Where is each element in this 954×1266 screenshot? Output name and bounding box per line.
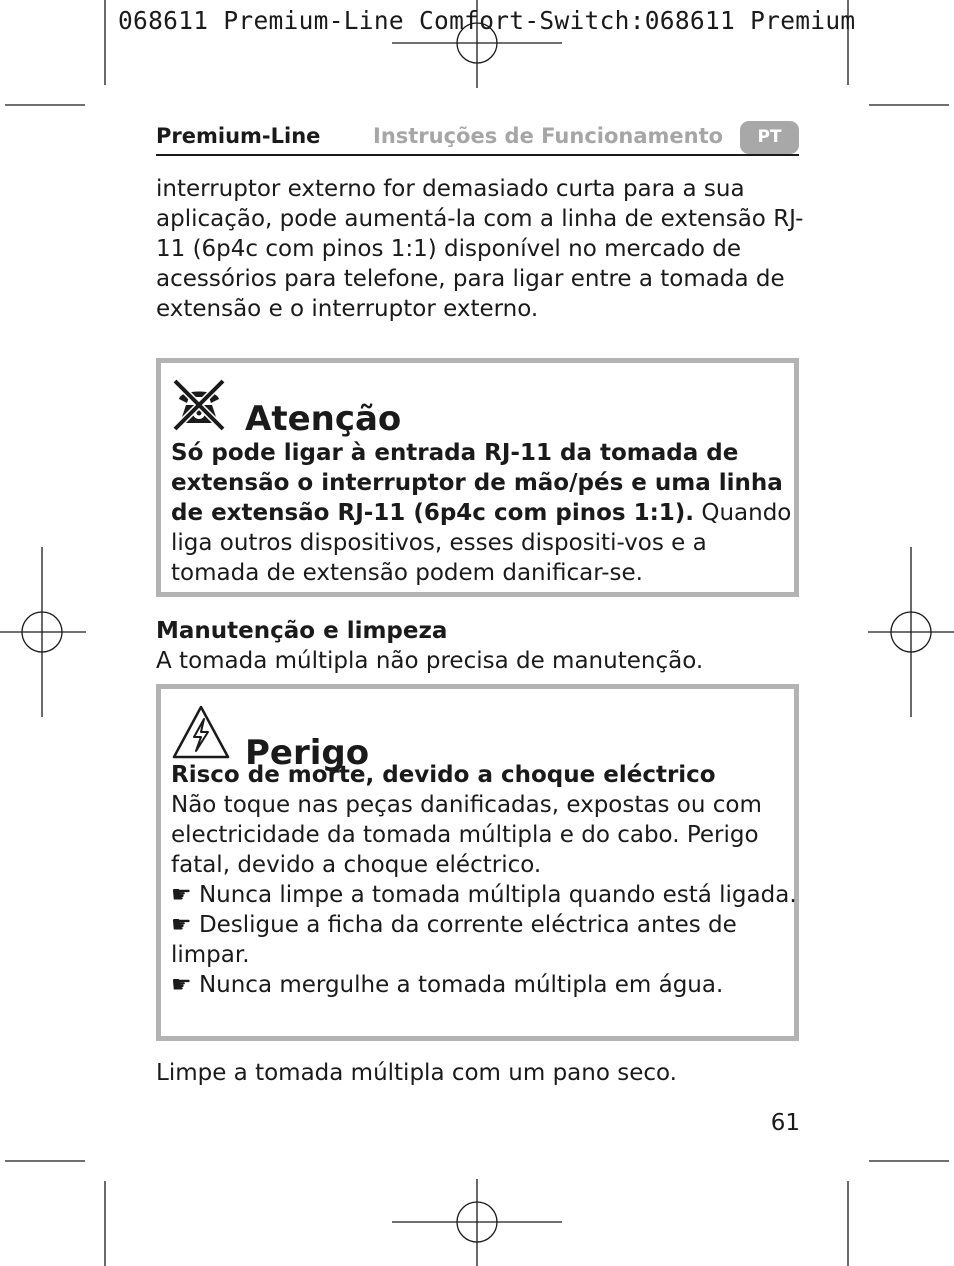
pointing-hand-icon: ☛ bbox=[171, 912, 192, 938]
crossed-telephone-icon bbox=[171, 377, 227, 433]
danger-title: Perigo bbox=[245, 733, 370, 773]
pointing-hand-icon: ☛ bbox=[171, 882, 192, 908]
print-slug-line: 068611 Premium-Line Comfort-Switch:068611 Premium bbox=[118, 6, 856, 35]
warning-title: Atenção bbox=[245, 399, 402, 439]
warning-box bbox=[156, 358, 799, 597]
cleaning-paragraph: Limpe a tomada múltipla com um pano seco. bbox=[156, 1060, 677, 1086]
page-number: 61 bbox=[770, 1110, 800, 1136]
maintenance-text: A tomada múltipla não precisa de manutenção. bbox=[156, 648, 704, 674]
danger-bullet-item bbox=[171, 970, 799, 1000]
running-header bbox=[156, 120, 799, 156]
danger-bullet-text: Desligue a ficha da corrente eléctrica antes de limpar. bbox=[171, 912, 737, 968]
intro-paragraph: interruptor externo for demasiado curta para a sua aplicação, pode aumentá-la com a linha de extensão RJ-11 (6p4c com pinos 1:1) disponível no mercado de acessórios para telefone, para ligar entre a tomada de extensão e o interruptor externo. bbox=[156, 176, 804, 322]
danger-bullet-item bbox=[171, 880, 799, 910]
danger-box bbox=[156, 684, 799, 1041]
header-rule bbox=[156, 154, 799, 156]
danger-bullet-text: Nunca limpe a tomada múltipla quando está ligada. bbox=[198, 882, 797, 908]
language-badge: PT bbox=[740, 121, 799, 154]
header-section-title: Instruções de Funcionamento bbox=[373, 124, 724, 148]
pointing-hand-icon: ☛ bbox=[171, 972, 192, 998]
danger-bullet-text: Nunca mergulhe a tomada múltipla em água. bbox=[198, 972, 724, 998]
warning-lead: Só pode ligar à entrada RJ-11 da tomada de extensão o interruptor de mão/pés e uma linha de extensão RJ-11 (6p4c com pinos 1:1). bbox=[171, 440, 783, 526]
danger-bullet-item bbox=[171, 910, 799, 970]
maintenance-title: Manutenção e limpeza bbox=[156, 618, 448, 644]
danger-lead: Risco de morte, devido a choque eléctrico bbox=[171, 762, 716, 788]
warning-body bbox=[171, 438, 799, 588]
warning-text: Quando liga outros dispositivos, esses dispositi-vos e a tomada de extensão podem danificar-se. bbox=[171, 500, 792, 586]
header-product-name: Premium-Line bbox=[156, 124, 321, 148]
maintenance-section bbox=[156, 616, 806, 676]
danger-text: Não toque nas peças danificadas, expostas ou com electricidade da tomada múltipla e do cabo. Perigo fatal, devido a choque eléctrico. bbox=[171, 792, 762, 878]
danger-body bbox=[171, 760, 799, 1000]
electric-hazard-icon bbox=[171, 703, 231, 761]
